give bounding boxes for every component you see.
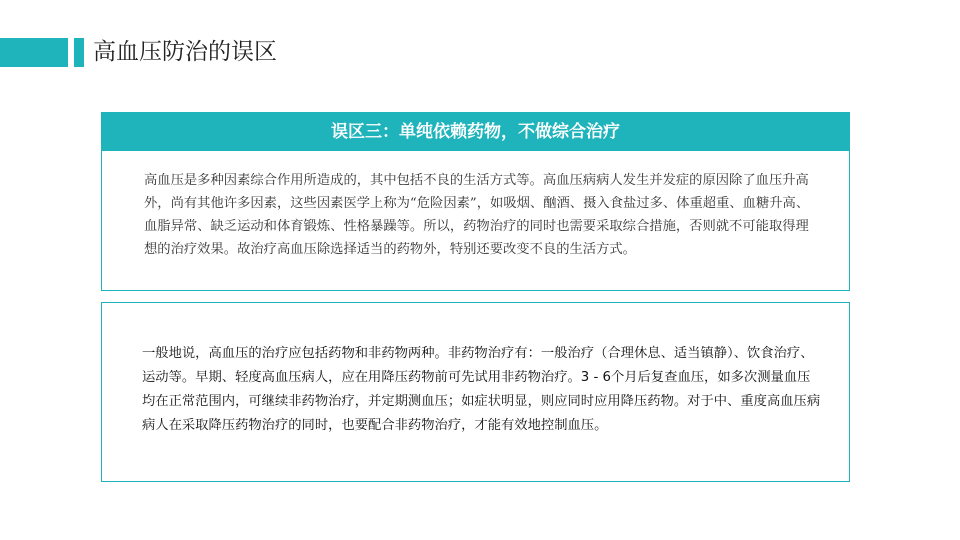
treatment-card — [101, 302, 850, 482]
header-accent-bar — [74, 38, 84, 67]
myth-card-paragraph: 高血压是多种因素综合作用所造成的，其中包括不良的生活方式等。高血压病病人发生并发症的原因除了血压升高外，尚有其他许多因素，这些因素医学上称为“危险因素”，如吸烟、酗酒、摄入食盐过多、体重超重、血糖升高、血脂异常、缺乏运动和体育锻炼、性格暴躁等。所以，药物治疗的同时也需要采取综合措施，否则就不可能取得理想的治疗效果。故治疗高血压除选择适当的药物外，特别还要改变不良的生活方式。 — [144, 173, 810, 257]
header-decor-bar — [0, 38, 68, 67]
myth-card-body — [101, 151, 850, 291]
myth-card-heading: 误区三：单纯依赖药物，不做综合治疗 — [101, 112, 850, 152]
treatment-card-paragraph: 一般地说，高血压的治疗应包括药物和非药物两种。非药物治疗有：一般治疗（合理休息、适当镇静）、饮食治疗、运动等。早期、轻度高血压病人，应在用降压药物前可先试用非药物治疗。3 - 6个月后复查血压，如多次测量血压均在正常范围内，可继续非药物治疗，并定期测血压；如症状明显，则应同时应用降压药物。对于中、重度高血压病病人在采取降压药物治疗的同时，也要配合非药物治疗，才能有效地控制血压。 — [142, 346, 821, 433]
page-title: 高血压防治的误区 — [93, 39, 277, 65]
